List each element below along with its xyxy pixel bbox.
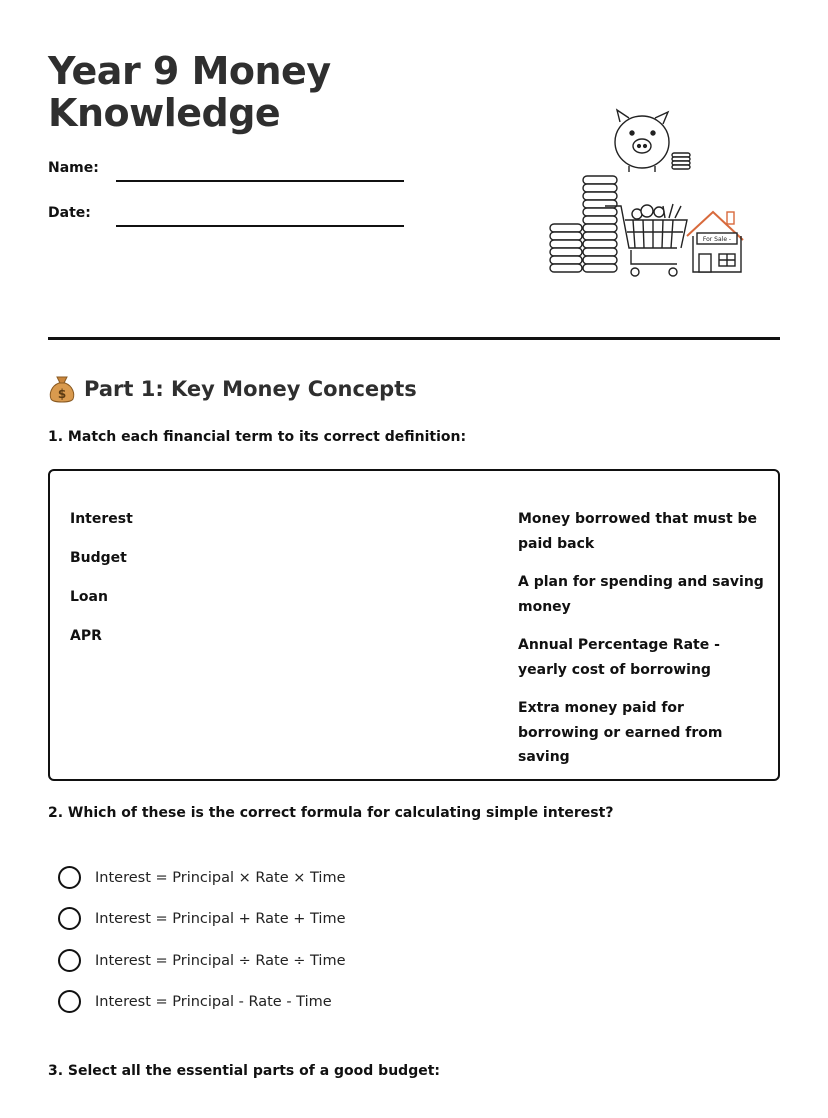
matching-box	[48, 469, 780, 781]
small-coin-stack-icon	[672, 153, 690, 169]
worksheet-title	[48, 50, 331, 134]
header-divider	[48, 337, 780, 340]
radio-button[interactable]	[58, 907, 81, 930]
term-budget[interactable]: Budget	[70, 550, 127, 566]
radio-button[interactable]	[58, 949, 81, 972]
q2-option-3[interactable]	[58, 949, 346, 972]
definitions-list	[518, 507, 768, 784]
shopping-cart-icon	[605, 204, 687, 276]
option-label: Interest = Principal ÷ Rate ÷ Time	[95, 952, 346, 969]
name-field[interactable]	[116, 180, 404, 182]
title-line-1: Year 9 Money	[48, 49, 331, 93]
radio-button[interactable]	[58, 866, 81, 889]
part1-heading	[48, 374, 417, 404]
q2-option-4[interactable]	[58, 990, 332, 1013]
part1-title: Part 1: Key Money Concepts	[84, 377, 417, 401]
option-label: Interest = Principal + Rate + Time	[95, 910, 346, 927]
radio-button[interactable]	[58, 990, 81, 1013]
svg-text:$: $	[57, 387, 67, 401]
short-coin-stack-icon	[550, 224, 582, 272]
definition-item[interactable]: Extra money paid for borrowing or earned from saving	[518, 700, 723, 765]
tall-coin-stack-icon	[583, 176, 617, 272]
term-apr[interactable]: APR	[70, 628, 102, 644]
money-bag-icon	[48, 374, 76, 404]
question-2-prompt: 2. Which of these is the correct formula for calculating simple interest?	[48, 805, 614, 821]
option-label: Interest = Principal - Rate - Time	[95, 993, 332, 1010]
q2-option-1[interactable]	[58, 866, 346, 889]
title-line-2: Knowledge	[48, 91, 281, 135]
term-loan[interactable]: Loan	[70, 589, 108, 605]
for-sale-sign-text: For Sale -	[702, 236, 732, 243]
date-field[interactable]	[116, 225, 404, 227]
option-label: Interest = Principal × Rate × Time	[95, 869, 346, 886]
house-for-sale-icon	[687, 212, 743, 272]
term-interest[interactable]: Interest	[70, 511, 133, 527]
q2-option-2[interactable]	[58, 907, 346, 930]
piggy-bank-icon	[615, 110, 669, 172]
definition-item[interactable]: Money borrowed that must be paid back	[518, 511, 758, 552]
definition-item[interactable]: Annual Percentage Rate - yearly cost of borrowing	[518, 637, 720, 678]
name-label: Name:	[48, 160, 99, 176]
money-illustration	[545, 108, 755, 288]
question-1-prompt: 1. Match each financial term to its correct definition:	[48, 429, 467, 445]
definition-item[interactable]: A plan for spending and saving money	[518, 574, 764, 615]
question-3-prompt: 3. Select all the essential parts of a good budget:	[48, 1063, 440, 1079]
date-label: Date:	[48, 205, 91, 221]
